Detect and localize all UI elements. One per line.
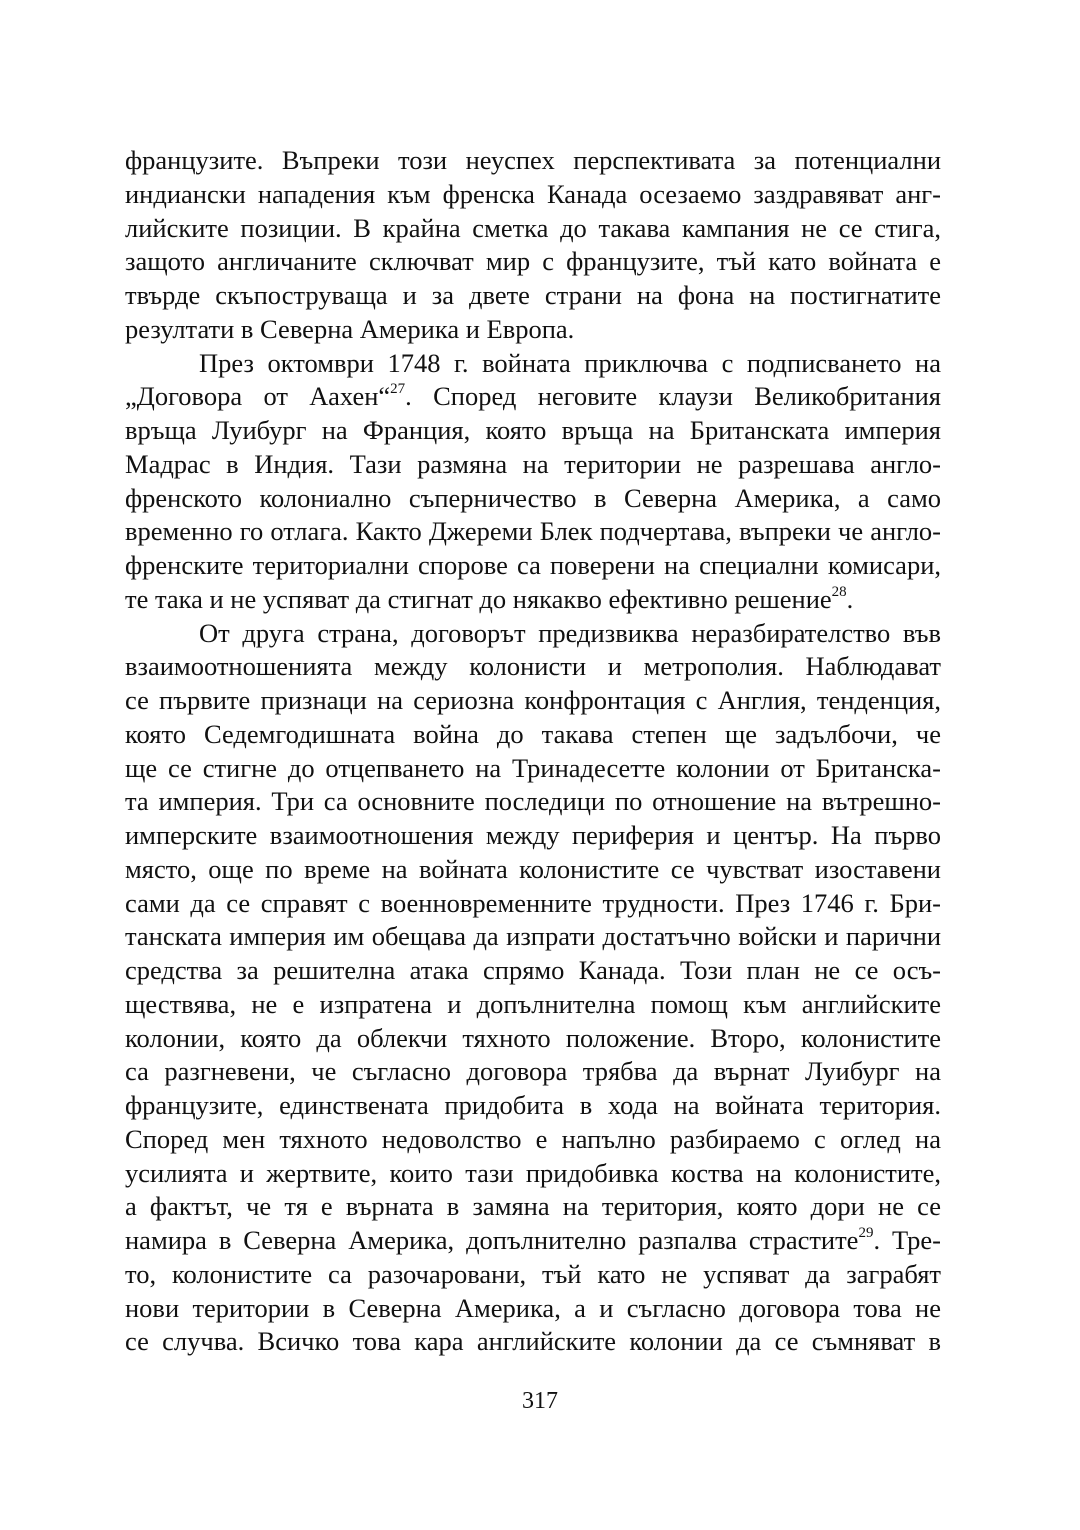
paragraph-first-line: През октомври 1748 г. войната приключва с подписването на [199,347,941,378]
text-line: се случва. Всичко това кара английските колонии да се съмняват в [125,1326,941,1357]
text-line: колонии, която да облекчи тяхното положение. Второ, колонистите [125,1022,941,1053]
footnote-ref-28: 28 [831,583,847,600]
text-segment: . [846,583,854,614]
text-line: та империя. Три са основните последици по отношение на вътрешно- [125,786,941,817]
text-line: твърде скъпоструваща и за двете страни на фона на постигнатите [125,280,941,310]
text-segment: . Според неговите клаузи Великобритания [405,381,941,412]
text-line: френските териториални спорове са поверени на специални комисари, [125,550,941,580]
text-line: която Седемгодишната война до такава степен ще задълбочи, че [125,718,941,749]
text-line: френското колониално съперничество в Северна Америка, а само [125,482,941,513]
paragraph-first-line: От друга страна, договорът предизвиква неразбирателство във [199,617,941,648]
text-line: нови територии в Северна Америка, а и съгласно договора това не [125,1292,941,1323]
text-segment: „Договора от Аахен“ [125,381,391,412]
text-line: резултати в Северна Америка и Европа. [125,313,575,344]
text-line: място, още по време на войната колонистите се чувстват изоставени [125,853,941,884]
text-line: усилията и жертвите, които тази придобивка коства на колонистите, [125,1157,941,1188]
text-line: ще се стигне до отцепването на Тринадесетте колонии от Британска- [125,752,941,783]
text-line: французите, единствената придобита в хода на войната територия. [125,1090,941,1120]
text-line [125,583,941,617]
text-segment: намира в Северна Америка, допълнително разпалва страстите [125,1225,859,1255]
body-text [125,144,941,1359]
text-line [125,1224,941,1258]
text-line: се първите признаци на сериозна конфронтация с Англия, тенденция, [125,685,941,715]
text-line: защото англичаните сключват мир с французите, тъй като войната е [125,246,941,277]
text-line: Според мен тяхното недоволство е напълно разбираемо с оглед на [125,1123,941,1154]
text-line: Мадрас в Индия. Тази размяна на територии не разрешава англо- [125,448,941,479]
text-line: ществява, не е изпратена и допълнителна помощ към английските [125,988,941,1019]
text-line: танската империя им обещава да изпрати достатъчно войски и парични [125,921,941,952]
footnote-ref-27: 27 [390,381,406,398]
page-number: 317 [522,1388,558,1414]
text-line: то, колонистите са разочаровани, тъй като не успяват да заграбят [125,1258,941,1289]
text-line [125,380,941,414]
text-line: лийските позиции. В крайна сметка до такава кампания не се стига, [125,212,941,243]
text-segment: те така и не успяват да стигнат до някакво ефективно решение [125,583,832,614]
text-line: са разгневени, че съгласно договора трябва да върнат Луибург на [125,1056,941,1087]
text-line: имперските взаимоотношения между периферия и център. На първо [125,820,941,850]
text-line: индиански нападения към френска Канада осезаемо заздравяват анг- [125,178,941,209]
footnote-ref-29: 29 [858,1225,874,1242]
text-line: взаимоотношенията между колонисти и метрополия. Наблюдават [125,651,941,682]
text-segment: . Тре- [873,1225,941,1255]
text-line: временно го отлага. Както Джереми Блек подчертава, въпреки че англо- [125,516,941,547]
text-line: връща Луибург на Франция, която връща на Британската империя [125,415,941,445]
text-line: средства за решителна атака спрямо Канада. Този план не се осъ- [125,955,941,985]
text-line: сами да се справят с военновременните трудности. През 1746 г. Бри- [125,887,941,918]
text-line: а фактът, че тя е върната в замяна на територия, която дори не се [125,1191,941,1222]
text-line: французите. Въпреки този неуспех перспективата за потенциални [125,145,941,175]
